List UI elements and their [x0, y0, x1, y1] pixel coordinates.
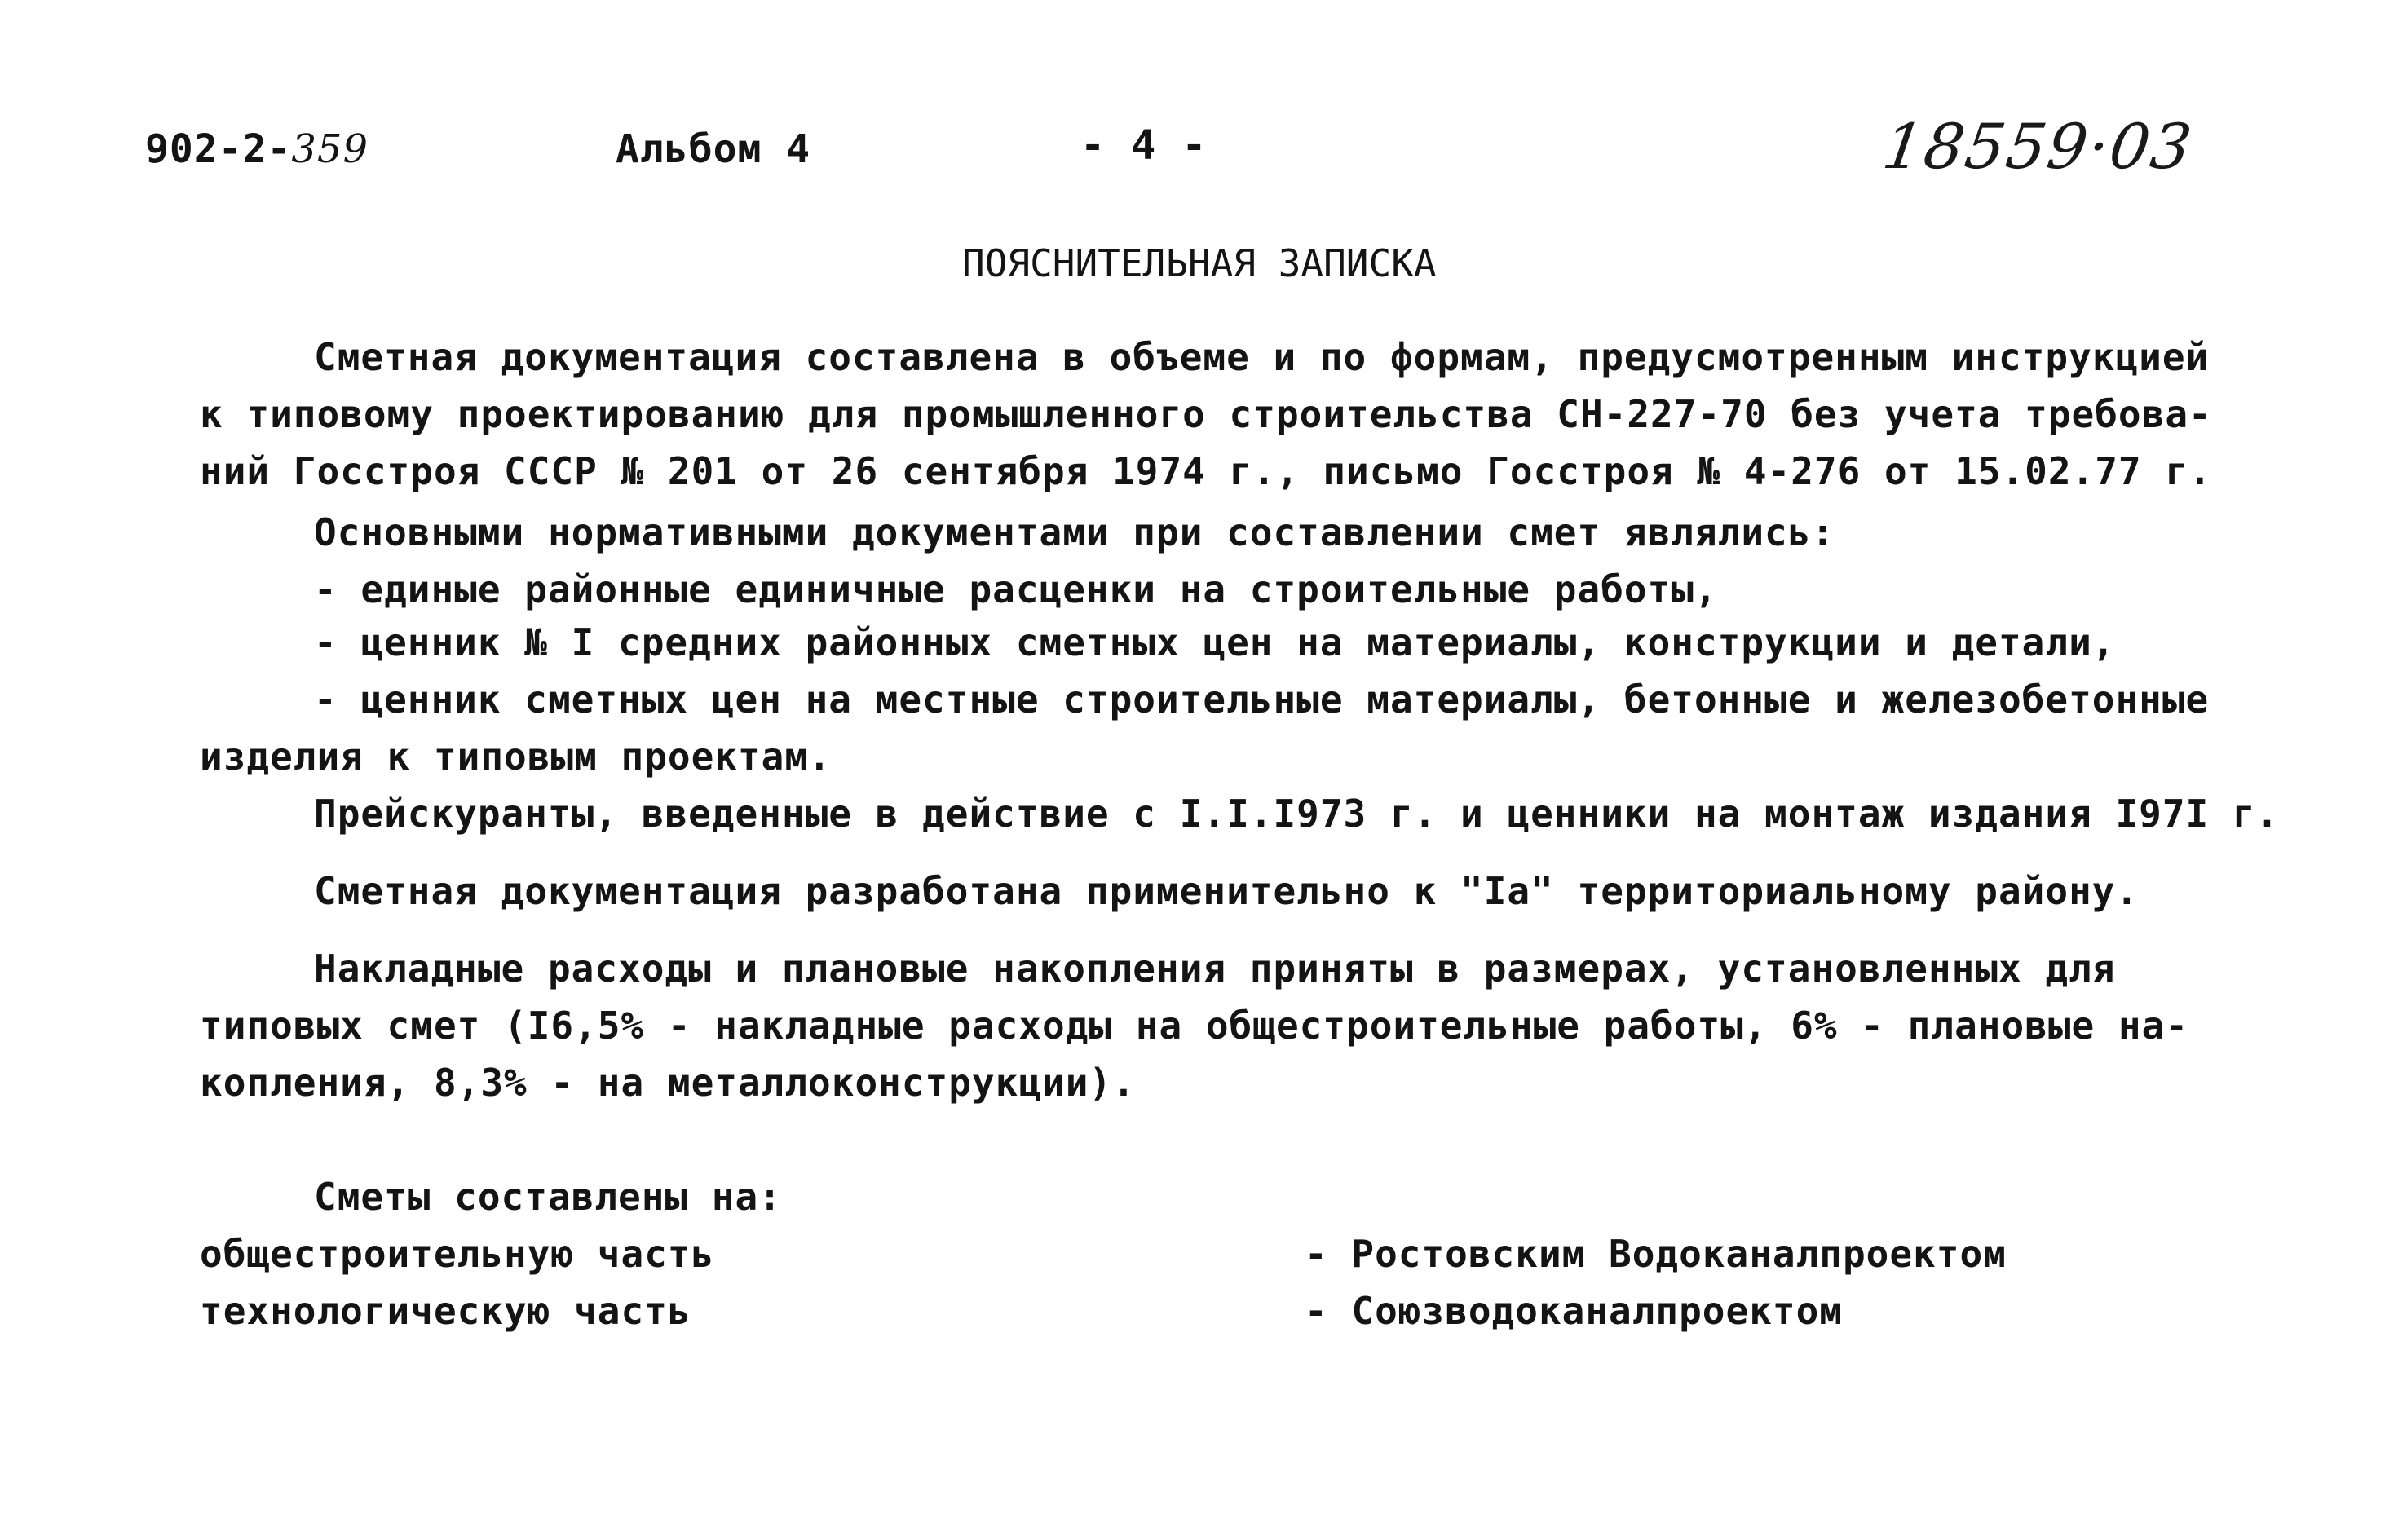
- album-label: Альбом 4: [616, 126, 811, 172]
- document-code: [145, 126, 369, 172]
- estimates-heading: Сметы составлены на:: [314, 1175, 782, 1219]
- estimate-author: - Союзводоканалпроектом: [1305, 1289, 1843, 1333]
- page-number: - 4 -: [1080, 121, 1208, 169]
- estimate-part: общестроительную часть: [200, 1232, 715, 1276]
- page-title: ПОЯСНИТЕЛЬНАЯ ЗАПИСКА: [962, 241, 1437, 285]
- text-line: Основными нормативными документами при составлении смет являлись:: [314, 510, 1835, 554]
- estimate-part: технологическую часть: [200, 1289, 691, 1333]
- text-line: типовых смет (I6,5% - накладные расходы на общестроительные работы, 6% - плановые на-: [200, 1004, 2189, 1048]
- text-line: Сметная документация составлена в объеме и по формам, предусмотренным инструкцией: [314, 335, 2210, 379]
- text-line: Прейскуранты, введенные в действие с I.I.I973 г. и ценники на монтаж издания I97I г.: [314, 792, 2280, 836]
- text-line: к типовому проектированию для промышленного строительства СН-227-70 без учета требова-: [200, 392, 2212, 436]
- stamp-number: 18559·03: [1878, 110, 2197, 183]
- list-item: - ценник сметных цен на местные строительные материалы, бетонные и железобетонные: [314, 677, 2210, 721]
- list-item: - единые районные единичные расценки на строительные работы,: [314, 567, 1718, 611]
- document-code-prefix: 902-2-: [145, 126, 292, 172]
- text-line: Сметная документация разработана применительно к "Iа" территориальному району.: [314, 869, 2140, 913]
- text-line: изделия к типовым проектам.: [200, 735, 832, 779]
- text-line: Накладные расходы и плановые накопления приняты в размерах, установленных для: [314, 947, 2116, 991]
- document-code-handwritten: 359: [291, 126, 369, 172]
- text-line: ний Госстроя СССР № 201 от 26 сентября 1974 г., письмо Госстроя № 4-276 от 15.02.77 г.: [200, 449, 2212, 493]
- text-line: копления, 8,3% - на металлоконструкции).: [200, 1061, 1136, 1105]
- estimate-author: - Ростовским Водоканалпроектом: [1305, 1232, 2007, 1276]
- list-item: - ценник № I средних районных сметных цен на материалы, конструкции и детали,: [314, 620, 2116, 664]
